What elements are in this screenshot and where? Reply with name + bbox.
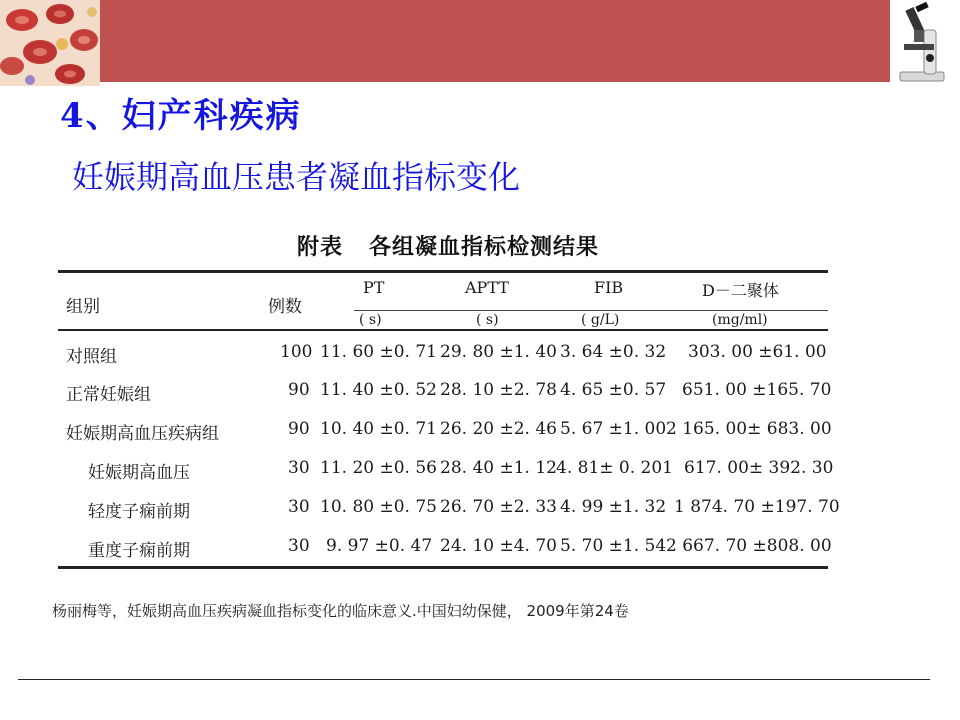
- row-4-count: 30: [288, 458, 310, 478]
- row-1-group: 对照组: [66, 347, 117, 367]
- row-5-fib: 4. 99 ±1. 32: [560, 497, 667, 517]
- row-5-pt: 10. 80 ±0. 75: [320, 497, 437, 517]
- row-1-ddimer: 303. 00 ±61. 00: [688, 342, 827, 362]
- row-3-ddimer: 2 165. 00± 683. 00: [666, 419, 832, 439]
- row-4-fib: 4. 81± 0. 201: [556, 458, 673, 478]
- header-aptt: APTT: [465, 278, 509, 297]
- header-pt: PT: [363, 278, 385, 297]
- citation-footnote: 杨丽梅等，妊娠期高血压疾病凝血指标变化的临床意义.中国妇幼保健， 2009年第24卷: [52, 602, 629, 620]
- row-4-aptt: 28. 40 ±1. 12: [440, 458, 557, 478]
- header-fib-unit: ( g/L): [581, 312, 620, 328]
- table-header-rule: [58, 329, 828, 331]
- row-4-ddimer: 617. 00± 392. 30: [684, 458, 834, 478]
- row-1-aptt: 29. 80 ±1. 40: [440, 342, 557, 362]
- microscope-icon: [890, 0, 960, 86]
- row-6-ddimer: 2 667. 70 ±808. 00: [666, 536, 832, 556]
- title-banner: [0, 0, 890, 82]
- microscope-image: [890, 0, 960, 86]
- row-1-count: 100: [280, 342, 313, 362]
- slide-subheading: 妊娠期高血压患者凝血指标变化: [72, 158, 521, 196]
- row-6-pt: 9. 97 ±0. 47: [326, 536, 433, 556]
- header-ddimer-unit: (mg/ml): [712, 312, 768, 328]
- row-1-fib: 3. 64 ±0. 32: [560, 342, 667, 362]
- row-3-pt: 10. 40 ±0. 71: [320, 419, 437, 439]
- row-5-group: 轻度子痫前期: [88, 502, 190, 522]
- row-5-aptt: 26. 70 ±2. 33: [440, 497, 557, 517]
- header-fib: FIB: [594, 278, 624, 297]
- row-4-group: 妊娠期高血压: [88, 463, 190, 483]
- row-2-ddimer: 651. 00 ±165. 70: [682, 380, 832, 400]
- table-bottom-rule: [58, 566, 828, 569]
- row-3-group: 妊娠期高血压疾病组: [66, 424, 219, 444]
- row-3-fib: 5. 67 ±1. 00: [560, 419, 667, 439]
- header-aptt-unit: ( s): [476, 312, 499, 328]
- slide-heading: 4、妇产科疾病: [60, 96, 302, 136]
- row-2-aptt: 28. 10 ±2. 78: [440, 380, 557, 400]
- table-title: 附表 各组凝血指标检测结果: [297, 235, 599, 260]
- header-pt-unit: ( s): [359, 312, 382, 328]
- header-sub-rule: [354, 310, 828, 311]
- blood-cells-image: [0, 0, 100, 86]
- table-top-rule: [58, 270, 828, 273]
- row-5-count: 30: [288, 497, 310, 517]
- row-2-count: 90: [288, 380, 310, 400]
- row-6-aptt: 24. 10 ±4. 70: [440, 536, 557, 556]
- row-4-pt: 11. 20 ±0. 56: [320, 458, 437, 478]
- header-group: 组别: [66, 297, 100, 317]
- header-count: 例数: [268, 297, 302, 317]
- row-5-ddimer: 1 874. 70 ±197. 70: [674, 497, 840, 517]
- row-3-aptt: 26. 20 ±2. 46: [440, 419, 557, 439]
- row-6-count: 30: [288, 536, 310, 556]
- header-ddimer: D－二聚体: [702, 281, 779, 300]
- row-2-pt: 11. 40 ±0. 52: [320, 380, 437, 400]
- row-6-fib: 5. 70 ±1. 54: [560, 536, 667, 556]
- row-2-fib: 4. 65 ±0. 57: [560, 380, 667, 400]
- row-6-group: 重度子痫前期: [88, 541, 190, 561]
- row-3-count: 90: [288, 419, 310, 439]
- coagulation-table: [48, 222, 848, 582]
- blood-cells-illustration: [0, 0, 100, 86]
- footer-divider: [18, 679, 930, 680]
- row-1-pt: 11. 60 ±0. 71: [320, 342, 437, 362]
- row-2-group: 正常妊娠组: [66, 385, 151, 405]
